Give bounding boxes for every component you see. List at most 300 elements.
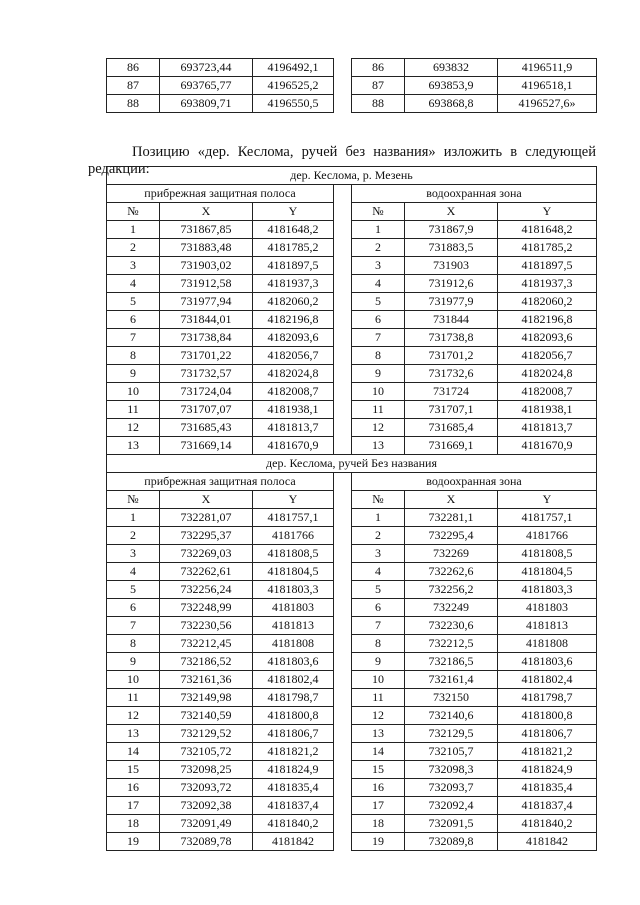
coord-y: 4182024,8 bbox=[253, 365, 334, 383]
section-title: дер. Кеслома, ручей Без названия bbox=[107, 455, 597, 473]
instruction-paragraph: Позицию «дер. Кеслома, ручей без названия» изложить в следующей редакции: bbox=[88, 143, 596, 177]
coordinates-table-body bbox=[107, 59, 597, 113]
column-gap bbox=[334, 617, 352, 635]
point-number: 1 bbox=[352, 509, 405, 527]
table-row bbox=[107, 365, 597, 383]
point-number: 3 bbox=[107, 257, 160, 275]
coord-x: 732092,38 bbox=[160, 797, 253, 815]
point-number: 7 bbox=[107, 617, 160, 635]
point-number: 88 bbox=[107, 95, 160, 113]
coord-y: 4181803,6 bbox=[253, 653, 334, 671]
point-number: 6 bbox=[352, 599, 405, 617]
point-number: 86 bbox=[352, 59, 405, 77]
coord-y: 4181821,2 bbox=[253, 743, 334, 761]
section-title-row bbox=[107, 167, 597, 185]
column-header: Y bbox=[498, 203, 597, 221]
table-row bbox=[107, 671, 597, 689]
coord-x: 732212,45 bbox=[160, 635, 253, 653]
column-gap bbox=[334, 527, 352, 545]
coord-x: 731732,6 bbox=[405, 365, 498, 383]
coord-y: 4181842 bbox=[498, 833, 597, 851]
point-number: 10 bbox=[352, 671, 405, 689]
point-number: 87 bbox=[352, 77, 405, 95]
table-row bbox=[107, 815, 597, 833]
coord-y: 4181808,5 bbox=[498, 545, 597, 563]
table-row bbox=[107, 437, 597, 455]
coord-x: 732269,03 bbox=[160, 545, 253, 563]
coord-x: 732149,98 bbox=[160, 689, 253, 707]
coord-x: 732091,49 bbox=[160, 815, 253, 833]
point-number: 18 bbox=[107, 815, 160, 833]
point-number: 12 bbox=[107, 419, 160, 437]
coord-y: 4181757,1 bbox=[498, 509, 597, 527]
coord-x: 732281,07 bbox=[160, 509, 253, 527]
coord-x: 732093,7 bbox=[405, 779, 498, 797]
table-row bbox=[107, 761, 597, 779]
table-row bbox=[107, 95, 597, 113]
table-row bbox=[107, 563, 597, 581]
point-number: 16 bbox=[352, 779, 405, 797]
point-number: 13 bbox=[352, 437, 405, 455]
table-row bbox=[107, 257, 597, 275]
coord-y: 4181808 bbox=[498, 635, 597, 653]
coord-y: 4182056,7 bbox=[498, 347, 597, 365]
table-row bbox=[107, 545, 597, 563]
table-row bbox=[107, 743, 597, 761]
column-header-row bbox=[107, 491, 597, 509]
coord-x: 731844 bbox=[405, 311, 498, 329]
column-gap bbox=[334, 725, 352, 743]
coord-y: 4182093,6 bbox=[498, 329, 597, 347]
coord-x: 731669,1 bbox=[405, 437, 498, 455]
column-gap bbox=[334, 293, 352, 311]
coord-y: 4181766 bbox=[253, 527, 334, 545]
coord-x: 732140,6 bbox=[405, 707, 498, 725]
coord-x: 732262,6 bbox=[405, 563, 498, 581]
coord-y: 4181837,4 bbox=[253, 797, 334, 815]
column-gap bbox=[334, 437, 352, 455]
column-header: № bbox=[107, 203, 160, 221]
column-gap bbox=[334, 419, 352, 437]
point-number: 10 bbox=[352, 383, 405, 401]
point-number: 5 bbox=[107, 293, 160, 311]
coord-x: 732212,5 bbox=[405, 635, 498, 653]
table-row bbox=[107, 329, 597, 347]
column-gap bbox=[334, 221, 352, 239]
coord-y: 4181808,5 bbox=[253, 545, 334, 563]
coord-x: 732161,36 bbox=[160, 671, 253, 689]
coord-y: 4181798,7 bbox=[253, 689, 334, 707]
coord-x: 731707,07 bbox=[160, 401, 253, 419]
coord-x: 732098,25 bbox=[160, 761, 253, 779]
coord-x: 731912,6 bbox=[405, 275, 498, 293]
coord-y: 4181803,3 bbox=[498, 581, 597, 599]
point-number: 6 bbox=[107, 599, 160, 617]
table-row bbox=[107, 527, 597, 545]
coord-y: 4181897,5 bbox=[498, 257, 597, 275]
coord-x: 693723,44 bbox=[160, 59, 253, 77]
left-zone-title: прибрежная защитная полоса bbox=[107, 473, 334, 491]
table-row bbox=[107, 635, 597, 653]
column-header: X bbox=[160, 491, 253, 509]
coord-y: 4182060,2 bbox=[498, 293, 597, 311]
coord-x: 731685,43 bbox=[160, 419, 253, 437]
column-gap bbox=[334, 509, 352, 527]
coord-x: 732256,2 bbox=[405, 581, 498, 599]
point-number: 19 bbox=[352, 833, 405, 851]
table-row bbox=[107, 599, 597, 617]
coord-x: 732269 bbox=[405, 545, 498, 563]
point-number: 6 bbox=[107, 311, 160, 329]
coord-x: 732092,4 bbox=[405, 797, 498, 815]
table-row bbox=[107, 833, 597, 851]
coord-y: 4181840,2 bbox=[498, 815, 597, 833]
coord-y: 4181837,4 bbox=[498, 797, 597, 815]
point-number: 13 bbox=[352, 725, 405, 743]
point-number: 2 bbox=[352, 527, 405, 545]
coord-x: 731977,9 bbox=[405, 293, 498, 311]
point-number: 11 bbox=[107, 689, 160, 707]
point-number: 4 bbox=[107, 275, 160, 293]
coord-x: 731701,22 bbox=[160, 347, 253, 365]
coord-y: 4181897,5 bbox=[253, 257, 334, 275]
point-number: 16 bbox=[107, 779, 160, 797]
column-gap bbox=[334, 761, 352, 779]
table-row bbox=[107, 419, 597, 437]
coord-y: 4181798,7 bbox=[498, 689, 597, 707]
point-number: 14 bbox=[352, 743, 405, 761]
column-gap bbox=[334, 815, 352, 833]
point-number: 17 bbox=[352, 797, 405, 815]
column-gap bbox=[334, 653, 352, 671]
point-number: 4 bbox=[352, 563, 405, 581]
right-zone-title: водоохранная зона bbox=[352, 473, 597, 491]
coord-x: 732186,52 bbox=[160, 653, 253, 671]
point-number: 8 bbox=[352, 347, 405, 365]
table-row bbox=[107, 383, 597, 401]
coord-y: 4181802,4 bbox=[498, 671, 597, 689]
coord-y: 4181813 bbox=[253, 617, 334, 635]
column-gap bbox=[334, 689, 352, 707]
column-header: Y bbox=[498, 491, 597, 509]
zone-title-row bbox=[107, 473, 597, 491]
point-number: 1 bbox=[107, 509, 160, 527]
coord-y: 4182056,7 bbox=[253, 347, 334, 365]
coord-x: 732186,5 bbox=[405, 653, 498, 671]
coord-y: 4181800,8 bbox=[498, 707, 597, 725]
coord-y: 4181803 bbox=[498, 599, 597, 617]
coord-y: 4181802,4 bbox=[253, 671, 334, 689]
coord-y: 4181803 bbox=[253, 599, 334, 617]
column-gap bbox=[334, 383, 352, 401]
point-number: 9 bbox=[352, 653, 405, 671]
table-row bbox=[107, 617, 597, 635]
coord-y: 4181835,4 bbox=[498, 779, 597, 797]
point-number: 15 bbox=[107, 761, 160, 779]
point-number: 10 bbox=[107, 671, 160, 689]
coord-y: 4196550,5 bbox=[253, 95, 334, 113]
coord-y: 4181648,2 bbox=[253, 221, 334, 239]
coord-y: 4181648,2 bbox=[498, 221, 597, 239]
coord-y: 4181840,2 bbox=[253, 815, 334, 833]
column-header: Y bbox=[253, 203, 334, 221]
point-number: 5 bbox=[352, 293, 405, 311]
coord-y: 4181803,6 bbox=[498, 653, 597, 671]
table-row bbox=[107, 689, 597, 707]
column-header: X bbox=[160, 203, 253, 221]
section-title: дер. Кеслома, р. Мезень bbox=[107, 167, 597, 185]
coord-x: 731867,85 bbox=[160, 221, 253, 239]
point-number: 6 bbox=[352, 311, 405, 329]
coord-x: 732249 bbox=[405, 599, 498, 617]
coord-x: 732129,5 bbox=[405, 725, 498, 743]
column-gap bbox=[334, 833, 352, 851]
coord-x: 731724,04 bbox=[160, 383, 253, 401]
coord-y: 4181806,7 bbox=[253, 725, 334, 743]
coord-x: 693809,71 bbox=[160, 95, 253, 113]
column-header: № bbox=[107, 491, 160, 509]
coord-x: 731707,1 bbox=[405, 401, 498, 419]
point-number: 8 bbox=[107, 347, 160, 365]
table-row bbox=[107, 707, 597, 725]
table-row bbox=[107, 275, 597, 293]
column-gap bbox=[334, 329, 352, 347]
coord-x: 731724 bbox=[405, 383, 498, 401]
coord-x: 732105,72 bbox=[160, 743, 253, 761]
coord-x: 732093,72 bbox=[160, 779, 253, 797]
table-row bbox=[107, 725, 597, 743]
coord-y: 4181808 bbox=[253, 635, 334, 653]
coord-y: 4182196,8 bbox=[498, 311, 597, 329]
coord-y: 4181813,7 bbox=[498, 419, 597, 437]
point-number: 88 bbox=[352, 95, 405, 113]
coord-x: 731738,8 bbox=[405, 329, 498, 347]
coord-y: 4181937,3 bbox=[498, 275, 597, 293]
point-number: 11 bbox=[107, 401, 160, 419]
coord-x: 731977,94 bbox=[160, 293, 253, 311]
coord-x: 732256,24 bbox=[160, 581, 253, 599]
coord-x: 731903 bbox=[405, 257, 498, 275]
coord-y: 4181824,9 bbox=[498, 761, 597, 779]
column-gap bbox=[334, 365, 352, 383]
coord-x: 731669,14 bbox=[160, 437, 253, 455]
column-gap bbox=[334, 239, 352, 257]
coord-y: 4181785,2 bbox=[498, 239, 597, 257]
coord-x: 731732,57 bbox=[160, 365, 253, 383]
coord-x: 731883,5 bbox=[405, 239, 498, 257]
table-row bbox=[107, 779, 597, 797]
point-number: 14 bbox=[107, 743, 160, 761]
column-gap bbox=[334, 311, 352, 329]
coord-x: 732089,8 bbox=[405, 833, 498, 851]
column-gap bbox=[334, 707, 352, 725]
point-number: 7 bbox=[352, 329, 405, 347]
coord-x: 731738,84 bbox=[160, 329, 253, 347]
coord-y: 4181937,3 bbox=[253, 275, 334, 293]
column-gap bbox=[334, 491, 352, 509]
coord-y: 4181938,1 bbox=[498, 401, 597, 419]
coord-y: 4181803,3 bbox=[253, 581, 334, 599]
point-number: 1 bbox=[352, 221, 405, 239]
coord-x: 732161,4 bbox=[405, 671, 498, 689]
coord-x: 732230,6 bbox=[405, 617, 498, 635]
coord-y: 4181804,5 bbox=[253, 563, 334, 581]
point-number: 13 bbox=[107, 725, 160, 743]
column-gap bbox=[334, 203, 352, 221]
coord-x: 732295,37 bbox=[160, 527, 253, 545]
table-row bbox=[107, 221, 597, 239]
coord-x: 732248,99 bbox=[160, 599, 253, 617]
coord-y: 4196492,1 bbox=[253, 59, 334, 77]
coord-x: 732230,56 bbox=[160, 617, 253, 635]
point-number: 2 bbox=[107, 527, 160, 545]
coord-x: 731685,4 bbox=[405, 419, 498, 437]
point-number: 11 bbox=[352, 401, 405, 419]
point-number: 4 bbox=[352, 275, 405, 293]
coord-y: 4181813,7 bbox=[253, 419, 334, 437]
point-number: 1 bbox=[107, 221, 160, 239]
column-gap bbox=[334, 59, 352, 77]
coord-y: 4182008,7 bbox=[253, 383, 334, 401]
column-header: № bbox=[352, 203, 405, 221]
column-header: № bbox=[352, 491, 405, 509]
column-header-row bbox=[107, 203, 597, 221]
table-row bbox=[107, 77, 597, 95]
coord-y: 4181806,7 bbox=[498, 725, 597, 743]
point-number: 7 bbox=[352, 617, 405, 635]
coord-y: 4181821,2 bbox=[498, 743, 597, 761]
point-number: 3 bbox=[352, 545, 405, 563]
coord-y: 4182093,6 bbox=[253, 329, 334, 347]
point-number: 86 bbox=[107, 59, 160, 77]
coord-y: 4182196,8 bbox=[253, 311, 334, 329]
point-number: 87 bbox=[107, 77, 160, 95]
column-gap bbox=[334, 95, 352, 113]
coord-x: 693832 bbox=[405, 59, 498, 77]
column-gap bbox=[334, 473, 352, 491]
column-gap bbox=[334, 797, 352, 815]
column-gap bbox=[334, 779, 352, 797]
column-gap bbox=[334, 671, 352, 689]
coord-x: 732105,7 bbox=[405, 743, 498, 761]
coord-x: 693765,77 bbox=[160, 77, 253, 95]
coord-y: 4181757,1 bbox=[253, 509, 334, 527]
section-title-row bbox=[107, 455, 597, 473]
point-number: 12 bbox=[352, 707, 405, 725]
point-number: 13 bbox=[107, 437, 160, 455]
point-number: 18 bbox=[352, 815, 405, 833]
column-gap bbox=[334, 275, 352, 293]
point-number: 2 bbox=[107, 239, 160, 257]
point-number: 11 bbox=[352, 689, 405, 707]
column-gap bbox=[334, 581, 352, 599]
coord-x: 731903,02 bbox=[160, 257, 253, 275]
column-gap bbox=[334, 635, 352, 653]
table-row bbox=[107, 653, 597, 671]
coord-x: 732089,78 bbox=[160, 833, 253, 851]
point-number: 8 bbox=[107, 635, 160, 653]
coord-x: 732295,4 bbox=[405, 527, 498, 545]
table-row bbox=[107, 59, 597, 77]
table-row bbox=[107, 401, 597, 419]
point-number: 17 bbox=[107, 797, 160, 815]
coord-y: 4181785,2 bbox=[253, 239, 334, 257]
coord-y: 4181670,9 bbox=[253, 437, 334, 455]
coord-y: 4181670,9 bbox=[498, 437, 597, 455]
column-gap bbox=[334, 563, 352, 581]
coordinates-table-continued bbox=[106, 58, 597, 113]
coord-y: 4181938,1 bbox=[253, 401, 334, 419]
column-gap bbox=[334, 401, 352, 419]
coord-y: 4181804,5 bbox=[498, 563, 597, 581]
column-gap bbox=[334, 185, 352, 203]
column-header: Y bbox=[253, 491, 334, 509]
point-number: 7 bbox=[107, 329, 160, 347]
point-number: 5 bbox=[352, 581, 405, 599]
table-row bbox=[107, 239, 597, 257]
coord-y: 4196518,1 bbox=[498, 77, 597, 95]
column-gap bbox=[334, 347, 352, 365]
table-row bbox=[107, 581, 597, 599]
point-number: 3 bbox=[352, 257, 405, 275]
table-row bbox=[107, 311, 597, 329]
point-number: 9 bbox=[352, 365, 405, 383]
coord-y: 4181813 bbox=[498, 617, 597, 635]
coord-x: 732098,3 bbox=[405, 761, 498, 779]
point-number: 9 bbox=[107, 365, 160, 383]
point-number: 12 bbox=[107, 707, 160, 725]
point-number: 12 bbox=[352, 419, 405, 437]
coord-y: 4196527,6» bbox=[498, 95, 597, 113]
column-gap bbox=[334, 257, 352, 275]
table-row bbox=[107, 293, 597, 311]
coord-y: 4182008,7 bbox=[498, 383, 597, 401]
point-number: 3 bbox=[107, 545, 160, 563]
point-number: 9 bbox=[107, 653, 160, 671]
point-number: 19 bbox=[107, 833, 160, 851]
column-gap bbox=[334, 77, 352, 95]
point-number: 2 bbox=[352, 239, 405, 257]
coord-x: 732262,61 bbox=[160, 563, 253, 581]
point-number: 4 bbox=[107, 563, 160, 581]
column-header: X bbox=[405, 491, 498, 509]
coord-x: 732140,59 bbox=[160, 707, 253, 725]
column-header: X bbox=[405, 203, 498, 221]
coord-x: 732281,1 bbox=[405, 509, 498, 527]
coord-x: 731883,48 bbox=[160, 239, 253, 257]
point-number: 8 bbox=[352, 635, 405, 653]
coord-y: 4181824,9 bbox=[253, 761, 334, 779]
zone-title-row bbox=[107, 185, 597, 203]
coord-x: 732091,5 bbox=[405, 815, 498, 833]
coord-y: 4182024,8 bbox=[498, 365, 597, 383]
coord-x: 693853,9 bbox=[405, 77, 498, 95]
point-number: 5 bbox=[107, 581, 160, 599]
coord-x: 731912,58 bbox=[160, 275, 253, 293]
coordinates-table-body bbox=[107, 167, 597, 851]
coord-x: 732129,52 bbox=[160, 725, 253, 743]
column-gap bbox=[334, 545, 352, 563]
column-gap bbox=[334, 743, 352, 761]
column-gap bbox=[334, 599, 352, 617]
coord-x: 731844,01 bbox=[160, 311, 253, 329]
coord-x: 731867,9 bbox=[405, 221, 498, 239]
coord-y: 4182060,2 bbox=[253, 293, 334, 311]
coord-y: 4181766 bbox=[498, 527, 597, 545]
coord-x: 731701,2 bbox=[405, 347, 498, 365]
point-number: 10 bbox=[107, 383, 160, 401]
right-zone-title: водоохранная зона bbox=[352, 185, 597, 203]
